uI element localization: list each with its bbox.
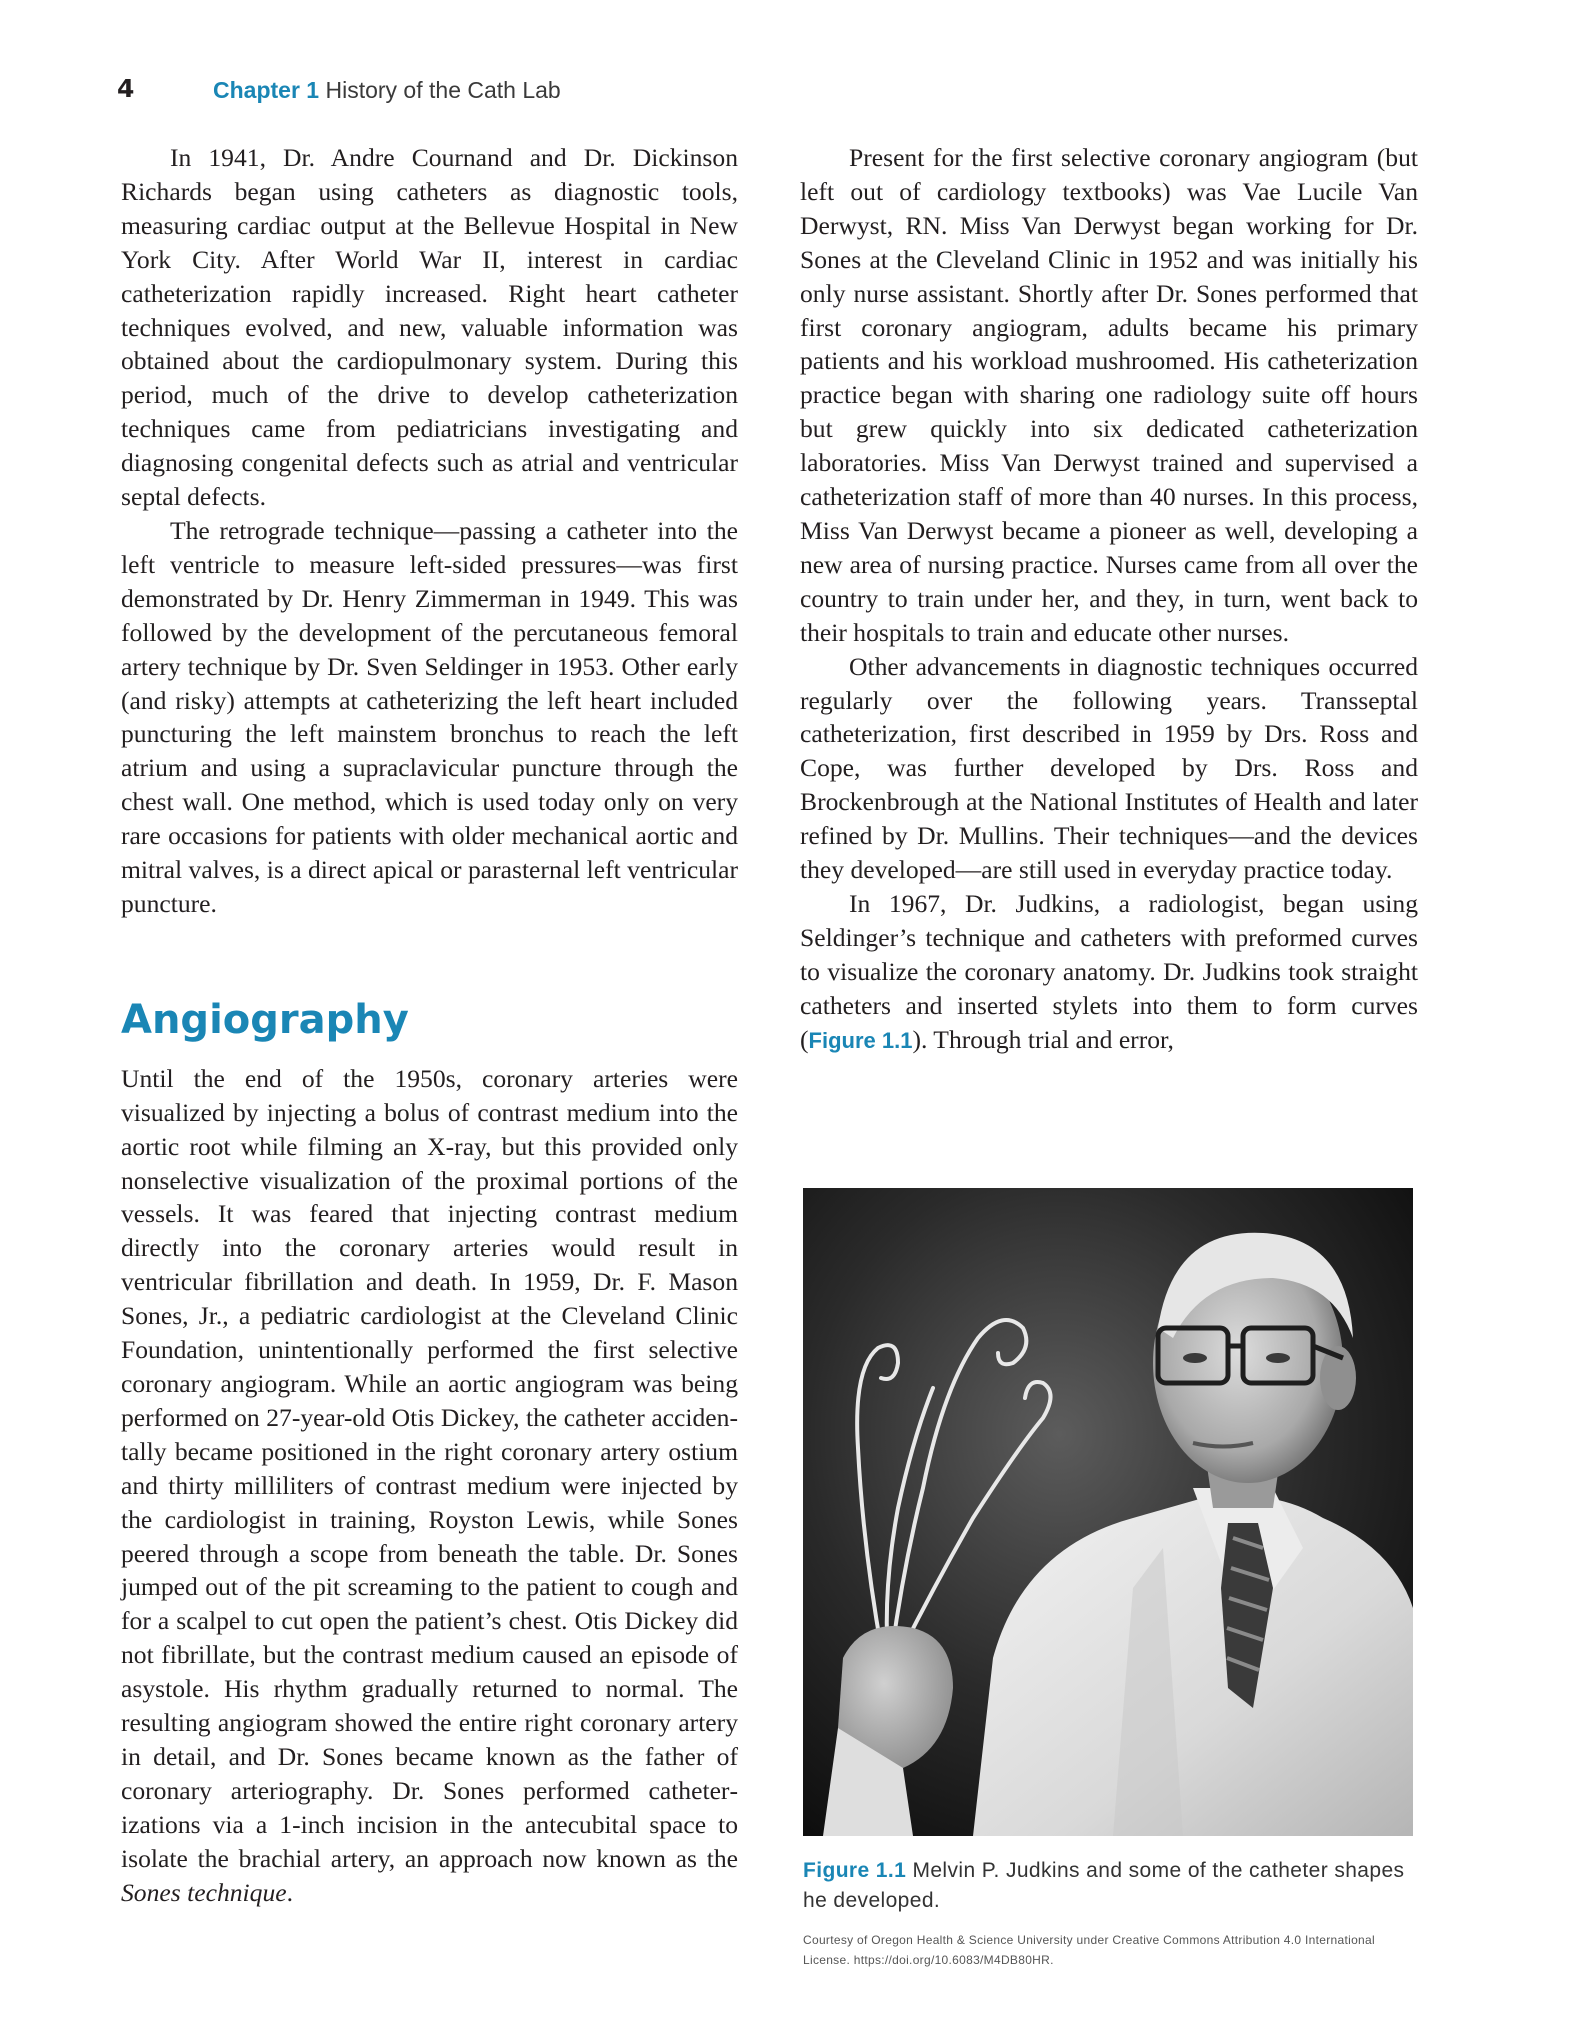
running-header: [213, 77, 561, 104]
body-paragraph: The retrograde technique—passing a catheter into the left ventricle to measure left-sided pressures—was first demonstrated by Dr. Henry Zimmerman in 1949. This was followed by the development of the percutaneous femoral artery technique by Dr. Sven Seldinger in 1953. Other early (and risky) attempts at catheterizing the left heart included puncturing the left mainstem bronchus to reach the left atrium and using a supraclavicular puncture through the chest wall. One method, which is used today only on very rare occasions for patients with older mechanical aortic and mitral valves, is a direct apical or parasternal left ventricular puncture.: [121, 515, 738, 918]
figure-photo: [803, 1188, 1413, 1836]
chapter-title: History of the Cath Lab: [325, 77, 561, 103]
left-column: [121, 141, 738, 1910]
figure-cross-reference[interactable]: Figure 1.1: [808, 1027, 913, 1053]
body-paragraph: In 1941, Dr. Andre Cournand and Dr. Dickinson Richards began using catheters as diagnostic tools, measuring cardiac output at the Bellevue Hospital in New York City. After World War II, interest in cardiac catheterization rapidly increased. Right heart catheter techniques evolved, and new, valuable information was obtained about the cardiopulmonary system. During this period, much of the drive to develop catheterization techniques came from pediatricians investigating and diagnosing congenital defects such as atrial and ventricular septal defects.: [121, 143, 738, 512]
emphasis-text: Sones technique: [121, 1877, 287, 1907]
figure-caption: [803, 1856, 1413, 1916]
body-paragraph: Other advancements in diagnostic techniques occurred regularly over the following years. Transseptal catheterization, first described in 1959 by Drs. Ross and Cope, was further developed by Drs. Ross and Brockenbrough at the National Institutes of Health and later refined by Dr. Mullins. Their techniques—and the devices they developed—are still used in everyday practice today.: [800, 651, 1418, 885]
figure-credit: Courtesy of Oregon Health & Science University under Creative Commons Attribution 4.0 International License. https://doi.org/10.6083/M4DB80HR.: [803, 1933, 1375, 1967]
paragraph-end: ). Through trial and error,: [912, 1024, 1174, 1054]
paragraph-text: Until the end of the 1950s, coronary arteries were visualized by injecting a bolus of contrast medium into the aortic root while filming an X-ray, but this provided only nonselective visualization of the proximal portions of the vessels. It was feared that injecting contrast medium directly into the coronary arteries would result in ventricular fibrillation and death. In 1959, Dr. F. Mason Sones, Jr., a pediatric cardiologist at the Cleveland Clinic Foundation, unintentionally performed the first selective coronary angiogram. While an aortic angiogram was being performed on 27-year-old Otis Dickey, the catheter accidentally became positioned in the right coronary artery ostium and thirty milliliters of contrast medium were injected by the cardiologist in training, Royston Lewis, while Sones peered through a scope from beneath the table. Dr. Sones jumped out of the pit screaming to the patient to cough and for a scalpel to cut open the patient’s chest. Otis Dickey did not fibrillate, but the contrast medium caused an episode of asystole. His rhythm gradually returned to normal. The resulting angiogram showed the entire right coronary artery in detail, and Dr. Sones became known as the father of coronary arteriography. Dr. Sones performed catheterizations via a 1-inch incision in the antecubital space to isolate the brachial artery, an approach now known as the: [121, 1063, 738, 1873]
body-paragraph: [121, 1062, 738, 1910]
section-heading: Angiography: [121, 996, 409, 1043]
right-column: [800, 141, 1418, 1057]
paragraph-text: In 1967, Dr. Judkins, a radiologist, began using Seldinger’s technique and catheters with preformed curves to visualize the coronary anatomy. Dr. Judkins took straight catheters and inserted stylets into them to form curves (: [800, 888, 1418, 1054]
figure-label: Figure 1.1: [803, 1859, 907, 1882]
page-number: 4: [117, 74, 135, 103]
body-paragraph: Present for the first selective coronary angiogram (but left out of cardiology textbooks) was Vae Lucile Van Derwyst, RN. Miss Van Derwyst began working for Dr. Sones at the Cleveland Clinic in 1952 and was initially his only nurse assistant. Shortly after Dr. Sones performed that first coronary angiogram, adults became his primary patients and his workload mushroomed. His catheterization practice began with sharing one radiology suite off hours but grew quickly into six dedicated catheterization laboratories. Miss Van Derwyst trained and supervised a catheterization staff of more than 40 nurses. In this process, Miss Van Derwyst became a pioneer as well, developing a new area of nursing practice. Nurses came from all over the country to train under her, and they, in turn, went back to their hospitals to train and educate other nurses.: [800, 143, 1418, 647]
chapter-label: Chapter 1: [213, 77, 320, 103]
paragraph-end: .: [286, 1877, 294, 1907]
caption-text: Melvin P. Judkins and some of the catheter shapes he developed.: [803, 1859, 1405, 1912]
body-paragraph: [800, 887, 1418, 1058]
